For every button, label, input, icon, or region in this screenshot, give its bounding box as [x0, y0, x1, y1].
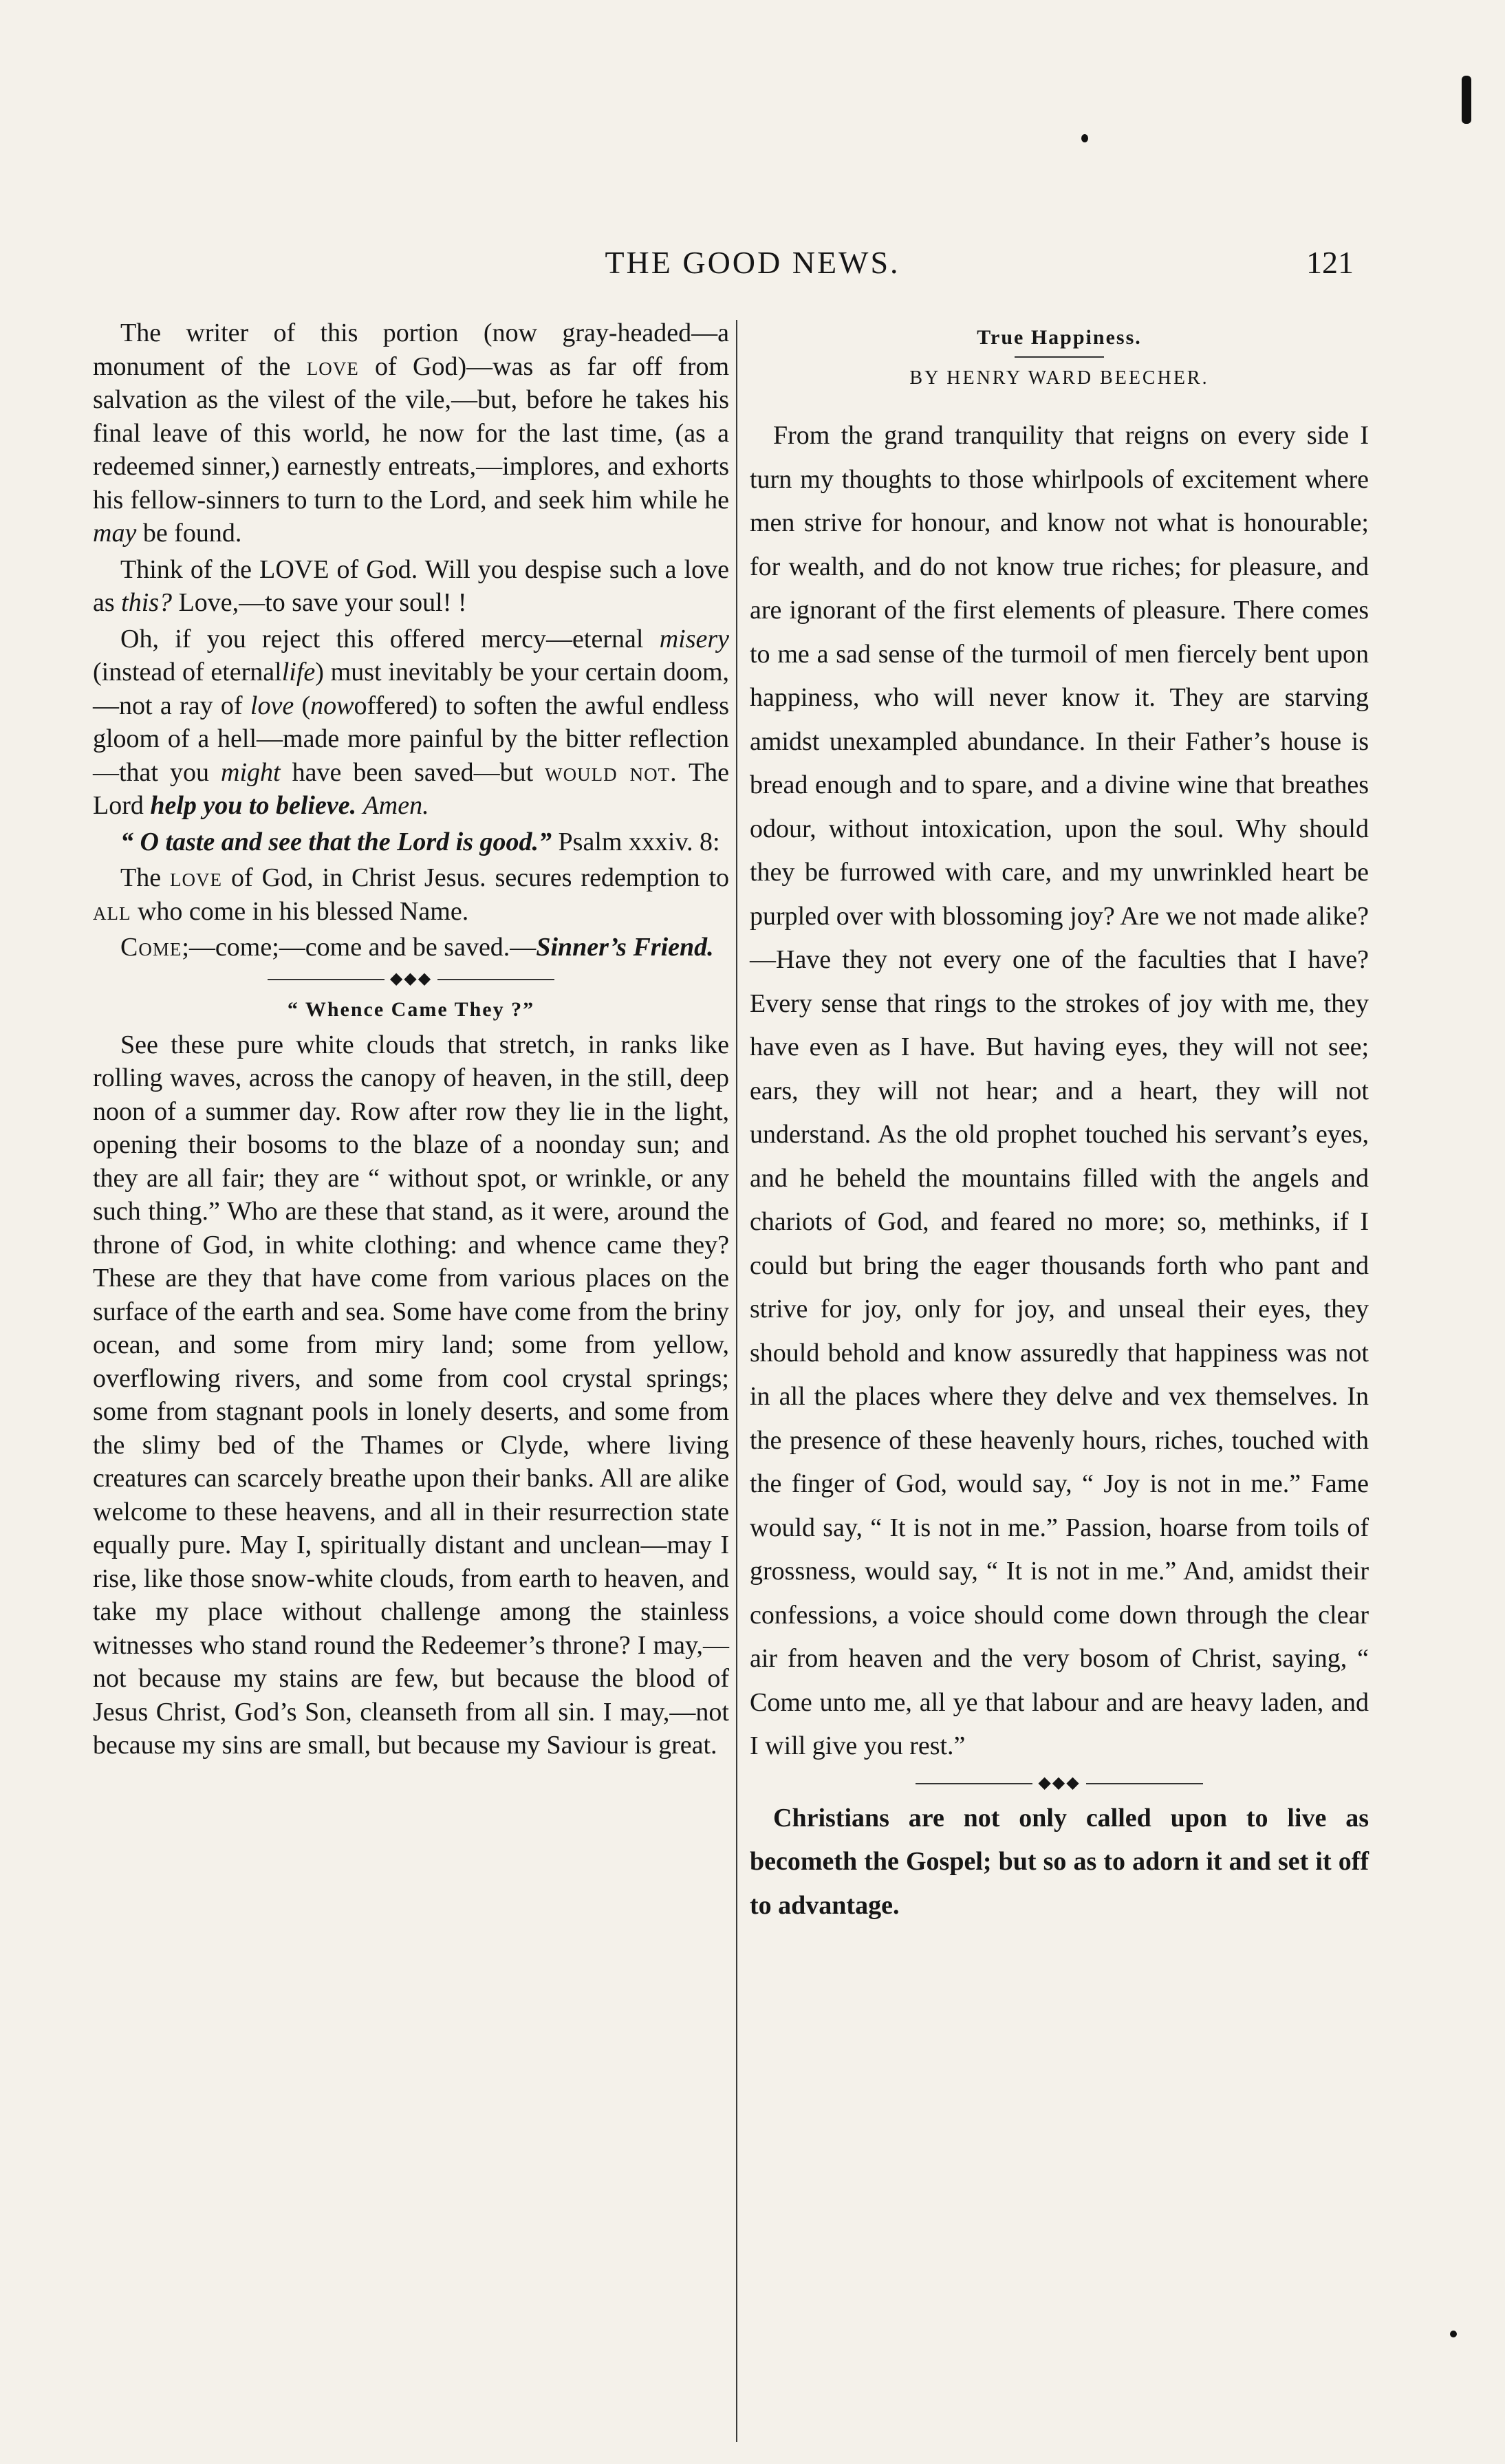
column-divider [736, 320, 737, 2442]
article-heading-true-happiness: True Happiness. [977, 326, 1142, 349]
section-ornament-left: ◆◆◆ [93, 969, 729, 988]
section-ornament-right: ◆◆◆ [750, 1773, 1369, 1793]
left-paragraph-1: The writer of this portion (now gray-headed—a monument of the love of God)—was as far off from salvation as the vilest of the vile,—but, before he takes his final leave of this world, he now for the last time, (as a redeemed sinner,) earnestly entreats,—implores, and exhorts his fellow-sinners to turn to the Lord, and seek him while he may be found. [93, 318, 730, 548]
whence-body: See these pure white clouds that stretch, in ranks like rolling waves, across the canopy of heaven, in the still, deep noon of a summer day. Row after row they lie in the light, opening their bosoms to the blaze of a noonday sun; and they are all fair; they are “ without spot, or wrinkle, or any such thing.” Who are these that stand, as it were, around the throne of God, in white clothing: and whence came they? These are they that have come from various places on the surface of the earth and sea. Some have come from the briny ocean, and some from miry land; some from yellow, overflowing rivers, and some from cool crystal springs; some from stagnant pools in lonely deserts, and some from the slimy bed of the Thames or Clyde, where living creatures can scarcely breathe upon their banks. All are alike welcome to these heavens, and all in their resurrection state equally pure. May I, spiritually distant and unclean—may I rise, like those snow-white clouds, from earth to heaven, and take my place without challenge among the stainless witnesses who stand round the Redeemer’s throne? I may,—not because my stains are few, but because the blood of Jesus Christ, God’s Son, cleanseth from all sin. I may,—not because my sins are small, but because my Saviour is great. [93, 1030, 729, 1760]
byline: BY HENRY WARD BEECHER. [909, 367, 1209, 389]
page-header [110, 244, 1395, 292]
left-paragraph-5: The love of God, in Christ Jesus. secures redemption to all who come in his blessed Name. [93, 863, 730, 926]
scripture-quote: “ O taste and see that the Lord is good.” Psalm xxxiv. 8: [120, 827, 720, 856]
left-paragraph-3: Oh, if you reject this offered mercy—eternal misery (instead of eternallife) must inevitably be your certain doom,—not a ray of love (nowoffered) to soften the awful endless gloom of a hell—made more painful by the bitter reflection—that you might have been saved—but would not. The Lord help you to believe. Amen. [93, 624, 730, 820]
ink-speck [1081, 134, 1088, 142]
running-title: THE GOOD NEWS. [605, 245, 900, 280]
ink-speck [1450, 2331, 1457, 2337]
left-paragraph-6: Come;—come;—come and be saved.—Sinner’s Friend. [120, 933, 714, 962]
left-paragraph-2: Think of the LOVE of God. Will you despise such a love as this? Love,—to save your soul! ! [93, 554, 729, 617]
heading-rule [1015, 356, 1104, 358]
left-column [93, 316, 729, 2421]
true-happiness-body: From the grand tranquility that reigns on every side I turn my thoughts to those whirlpools of excitement where men strive for honour, and know not what is honourable; for wealth, and do not know true riches; for pleasure, and are ignorant of the first elements of pleasure. There comes to me a sad sense of the turmoil of men fiercely bent upon happiness, who will never know it. They are starving amidst unexampled abundance. In their Father’s house is bread enough and to spare, and a divine wine that breathes odour, without intoxication, upon the soul. Why should they be furrowed with care, and my unwrinkled heart be purpled over with blossoming joy? Are we not made alike?—Have they not every one of the faculties that I have? Every sense that rings to the strokes of joy with me, they have even as I have. But having eyes, they will not see; ears, they will not hear; and a heart, they will not understand. As the old prophet touched his servant’s eyes, and he beheld the mountains filled with the angels and chariots of God, and feared no more; so, methinks, if I could but bring the eager thousands forth who pant and strive for joy, only for joy, and unseal their eyes, they should behold and know assuredly that happiness was not in all the places where they delve and vex themselves. In the presence of these heavenly hours, riches, touched with the finger of God, would say, “ Joy is not in me.” Fame would say, “ It is not in me.” Passion, hoarse from toils of grossness, would say, “ It is not in me.” And, amidst their confessions, a voice should come down through the clear air from heaven and the very bosom of Christ, saying, “ Come unto me, all ye that labour and are heavy laden, and I will give you rest.” [750, 421, 1369, 1760]
article-heading-whence: “ Whence Came They ?” [287, 997, 535, 1021]
right-column [750, 316, 1369, 2421]
closing-note: Christians are not only called upon to live as becometh the Gospel; but so as to adorn it and set it off to advantage. [750, 1803, 1369, 1920]
page-number: 121 [1306, 245, 1354, 280]
ink-speck [1462, 76, 1471, 124]
